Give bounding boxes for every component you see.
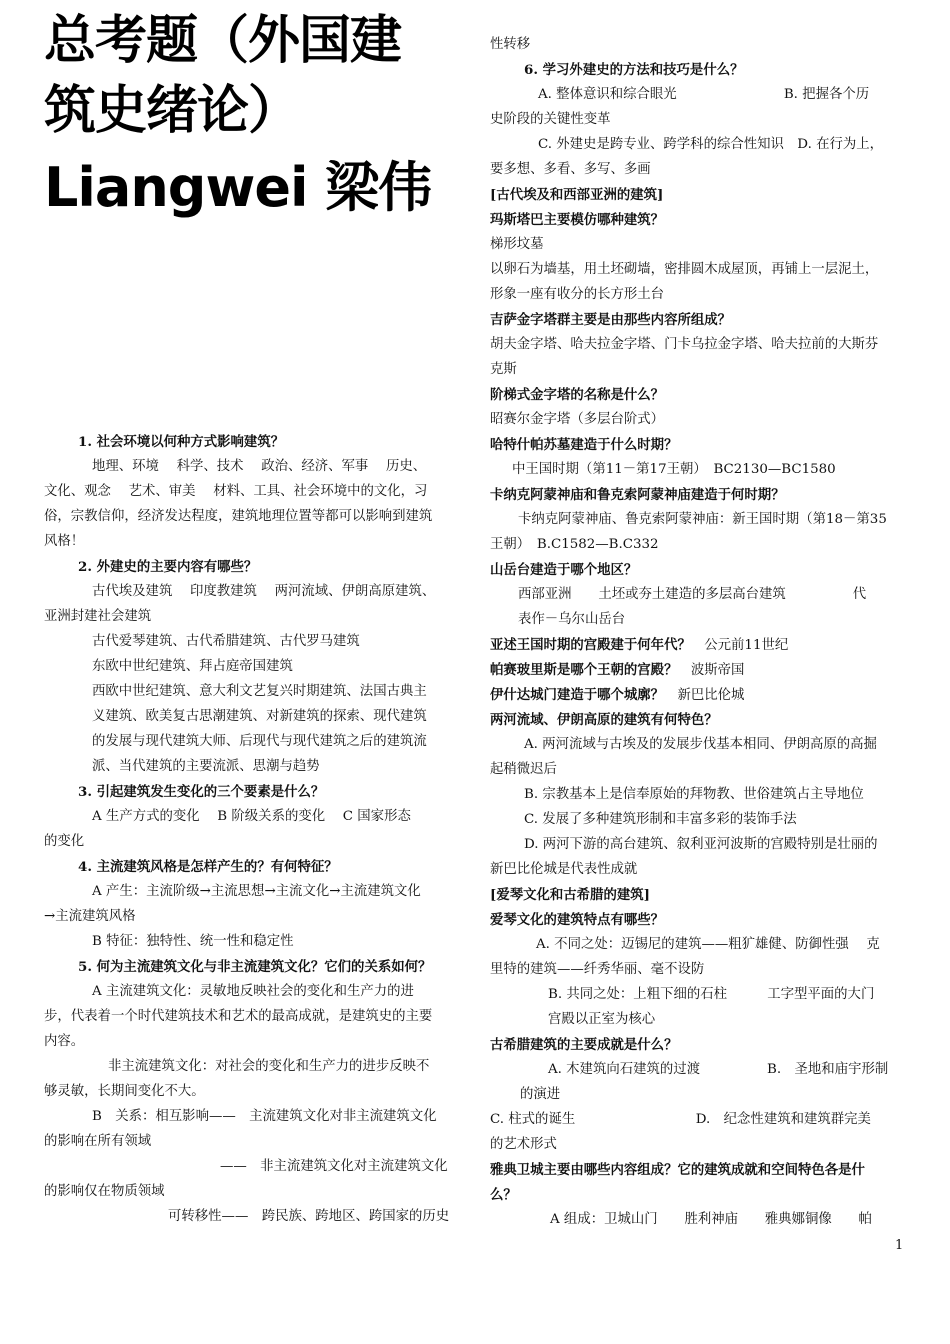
left-text-line: 1. 社会环境以何种方式影响建筑？	[78, 434, 285, 450]
left-text-line: 4. 主流建筑风格是怎样产生的？有何特征？	[78, 859, 338, 875]
left-text-line: A 产生：主流阶级→主流思想→主流文化→主流建筑文化	[92, 884, 421, 899]
right-text-line: 爱琴文化的建筑特点有哪些？	[490, 912, 665, 928]
left-text-line: 西欧中世纪建筑、意大利文艺复兴时期建筑、法国古典主	[92, 684, 427, 699]
right-text-line: 玛斯塔巴主要模仿哪种建筑？	[490, 212, 665, 228]
left-text-line: 古代埃及建筑 印度教建筑 两河流域、伊朗高原建筑、	[92, 584, 436, 599]
left-text-line: 够灵敏，长期间变化不大。	[44, 1084, 205, 1099]
left-text-line: 的发展与现代建筑大师、后现代与现代建筑之后的建筑流	[92, 734, 427, 749]
right-text-line: 伊什达城门建造于哪个城廓？ 新巴比伦城	[490, 687, 745, 703]
left-text-line: A 生产方式的变化 B 阶级关系的变化 C 国家形态	[92, 809, 411, 824]
right-text-line: 史阶段的关键性变革	[490, 112, 611, 127]
right-text-line: 山岳台建造于哪个地区？	[490, 562, 638, 578]
right-text-line: 帕赛玻里斯是哪个王朝的宫殿？ 波斯帝国	[490, 662, 745, 678]
right-text-line: 西部亚洲 土坯或夯土建造的多层高台建筑 代	[518, 587, 867, 602]
right-text-line: B. 宗教基本上是信奉原始的拜物教、世俗建筑占主导地位	[524, 787, 864, 802]
right-text-line: 以卵石为墙基，用土坯砌墙，密排圆木成屋顶，再铺上一层泥土，	[490, 262, 879, 277]
right-text-line: 哈特什帕苏墓建造于什么时期？	[490, 437, 678, 453]
right-text-line: A. 不同之处：迈锡尼的建筑——粗犷雄健、防御性强 克	[536, 937, 880, 952]
left-text-line: B 关系：相互影响—— 主流建筑文化对非主流建筑文化	[92, 1109, 437, 1124]
right-text-line: 新巴比伦城是代表性成就	[490, 862, 638, 877]
right-text-line: C. 柱式的诞生 D. 纪念性建筑和建筑群完美	[490, 1112, 871, 1127]
document-title-line-3: Liangwei 梁伟	[44, 156, 432, 219]
right-text-line: 卡纳克阿蒙神庙、鲁克索阿蒙神庙：新王国时期（第18－第35	[518, 512, 887, 527]
left-text-line: 古代爱琴建筑、古代希腊建筑、古代罗马建筑	[92, 634, 360, 649]
left-text-line: 义建筑、欧美复古思潮建筑、对新建筑的探索、现代建筑	[92, 709, 427, 724]
left-text-line: →主流建筑风格	[44, 909, 136, 924]
left-text-line: 派、当代建筑的主要流派、思潮与趋势	[92, 759, 320, 774]
right-text-line: 表作－乌尔山岳台	[518, 612, 626, 627]
right-text-line: 亚述王国时期的宫殿建于何年代？ 公元前11世纪	[490, 637, 789, 653]
left-text-line: 可转移性—— 跨民族、跨地区、跨国家的历史	[168, 1209, 450, 1224]
right-text-line: C. 外建史是跨专业、跨学科的综合性知识 D. 在行为上，	[538, 137, 884, 152]
right-text-line: 昭赛尔金字塔（多层台阶式）	[490, 412, 665, 427]
right-text-line: 阶梯式金字塔的名称是什么？	[490, 387, 665, 403]
right-text-line: 梯形坟墓	[490, 237, 544, 252]
right-text-line: 起稍微迟后	[490, 762, 557, 777]
left-text-line: 内容。	[44, 1034, 85, 1049]
right-text-line: 形象一座有收分的长方形土台	[490, 287, 665, 302]
right-text-line: 里特的建筑——纤秀华丽、毫不设防	[490, 962, 705, 977]
left-text-line: 3. 引起建筑发生变化的三个要素是什么？	[78, 784, 325, 800]
right-text-line: [古代埃及和西部亚洲的建筑]	[490, 187, 664, 203]
left-text-line: 的影响仅在物质领域	[44, 1184, 165, 1199]
left-text-line: 地理、环境 科学、技术 政治、经济、军事 历史、	[92, 459, 427, 474]
left-text-line: 风格！	[44, 534, 85, 549]
right-text-line: A. 整体意识和综合眼光 B. 把握各个历	[538, 87, 870, 102]
right-text-line: A 组成：卫城山门 胜利神庙 雅典娜铜像 帕	[550, 1212, 872, 1227]
right-text-line: 要多想、多看、多写、多画	[490, 162, 651, 177]
right-text-line: 6. 学习外建史的方法和技巧是什么？	[524, 62, 744, 78]
right-text-line: 卡纳克阿蒙神庙和鲁克索阿蒙神庙建造于何时期？	[490, 487, 785, 503]
left-text-line: 亚洲封建社会建筑	[44, 609, 152, 624]
left-text-line: 步，代表着一个时代建筑技术和艺术的最高成就，是建筑史的主要	[44, 1009, 433, 1024]
left-text-line: A 主流建筑文化：灵敏地反映社会的变化和生产力的进	[92, 984, 414, 999]
page-number: 1	[895, 1238, 904, 1253]
right-text-line: 的艺术形式	[490, 1137, 557, 1152]
right-text-line: 胡夫金字塔、哈夫拉金字塔、门卡乌拉金字塔、哈夫拉前的大斯芬	[490, 337, 879, 352]
left-text-line: 文化、观念 艺术、审美 材料、工具、社会环境中的文化，习	[44, 484, 428, 499]
right-text-line: 吉萨金字塔群主要是由那些内容所组成？	[490, 312, 732, 328]
left-text-line: 东欧中世纪建筑、拜占庭帝国建筑	[92, 659, 293, 674]
right-text-line: 雅典卫城主要由哪些内容组成？它的建筑成就和空间特色各是什	[490, 1162, 865, 1178]
left-text-line: 2. 外建史的主要内容有哪些？	[78, 559, 258, 575]
right-text-line: 性转移	[490, 37, 531, 52]
right-text-line: [爱琴文化和古希腊的建筑]	[490, 887, 650, 903]
left-text-line: B 特征：独特性、统一性和稳定性	[92, 934, 294, 949]
left-text-line: 非主流建筑文化：对社会的变化和生产力的进步反映不	[108, 1059, 430, 1074]
left-text-line: —— 非主流建筑文化对主流建筑文化	[220, 1159, 448, 1174]
right-text-line: C. 发展了多种建筑形制和丰富多彩的装饰手法	[524, 812, 797, 827]
left-text-line: 俗，宗教信仰，经济发达程度，建筑地理位置等都可以影响到建筑	[44, 509, 433, 524]
right-text-line: 宫殿以正室为核心	[548, 1012, 656, 1027]
right-text-line: 么？	[490, 1187, 517, 1203]
right-text-line: A. 木建筑向石建筑的过渡 B. 圣地和庙宇形制	[548, 1062, 889, 1077]
right-text-line: 古希腊建筑的主要成就是什么？	[490, 1037, 678, 1053]
right-text-line: 两河流域、伊朗高原的建筑有何特色？	[490, 712, 718, 728]
document-title-line-1: 总考题（外国建	[44, 11, 402, 71]
right-text-line: 王朝） B.C1582—B.C332	[490, 537, 659, 552]
right-text-line: 克斯	[490, 362, 517, 377]
right-text-line: D. 两河下游的高台建筑、叙利亚河波斯的宫殿特别是壮丽的	[524, 837, 878, 852]
document-title-line-2: 筑史绪论）	[44, 81, 300, 141]
right-text-line: 中王国时期（第11－第17王朝） BC2130—BC1580	[512, 462, 836, 477]
right-text-line: 的演进	[520, 1087, 561, 1102]
left-text-line: 的影响在所有领域	[44, 1134, 152, 1149]
left-text-line: 5. 何为主流建筑文化与非主流建筑文化？它们的关系如何？	[78, 959, 432, 975]
left-text-line: 的变化	[44, 834, 85, 849]
right-text-line: B. 共同之处：上粗下细的石柱 工字型平面的大门	[548, 987, 875, 1002]
right-text-line: A. 两河流域与古埃及的发展步伐基本相同、伊朗高原的高掘	[524, 737, 877, 752]
